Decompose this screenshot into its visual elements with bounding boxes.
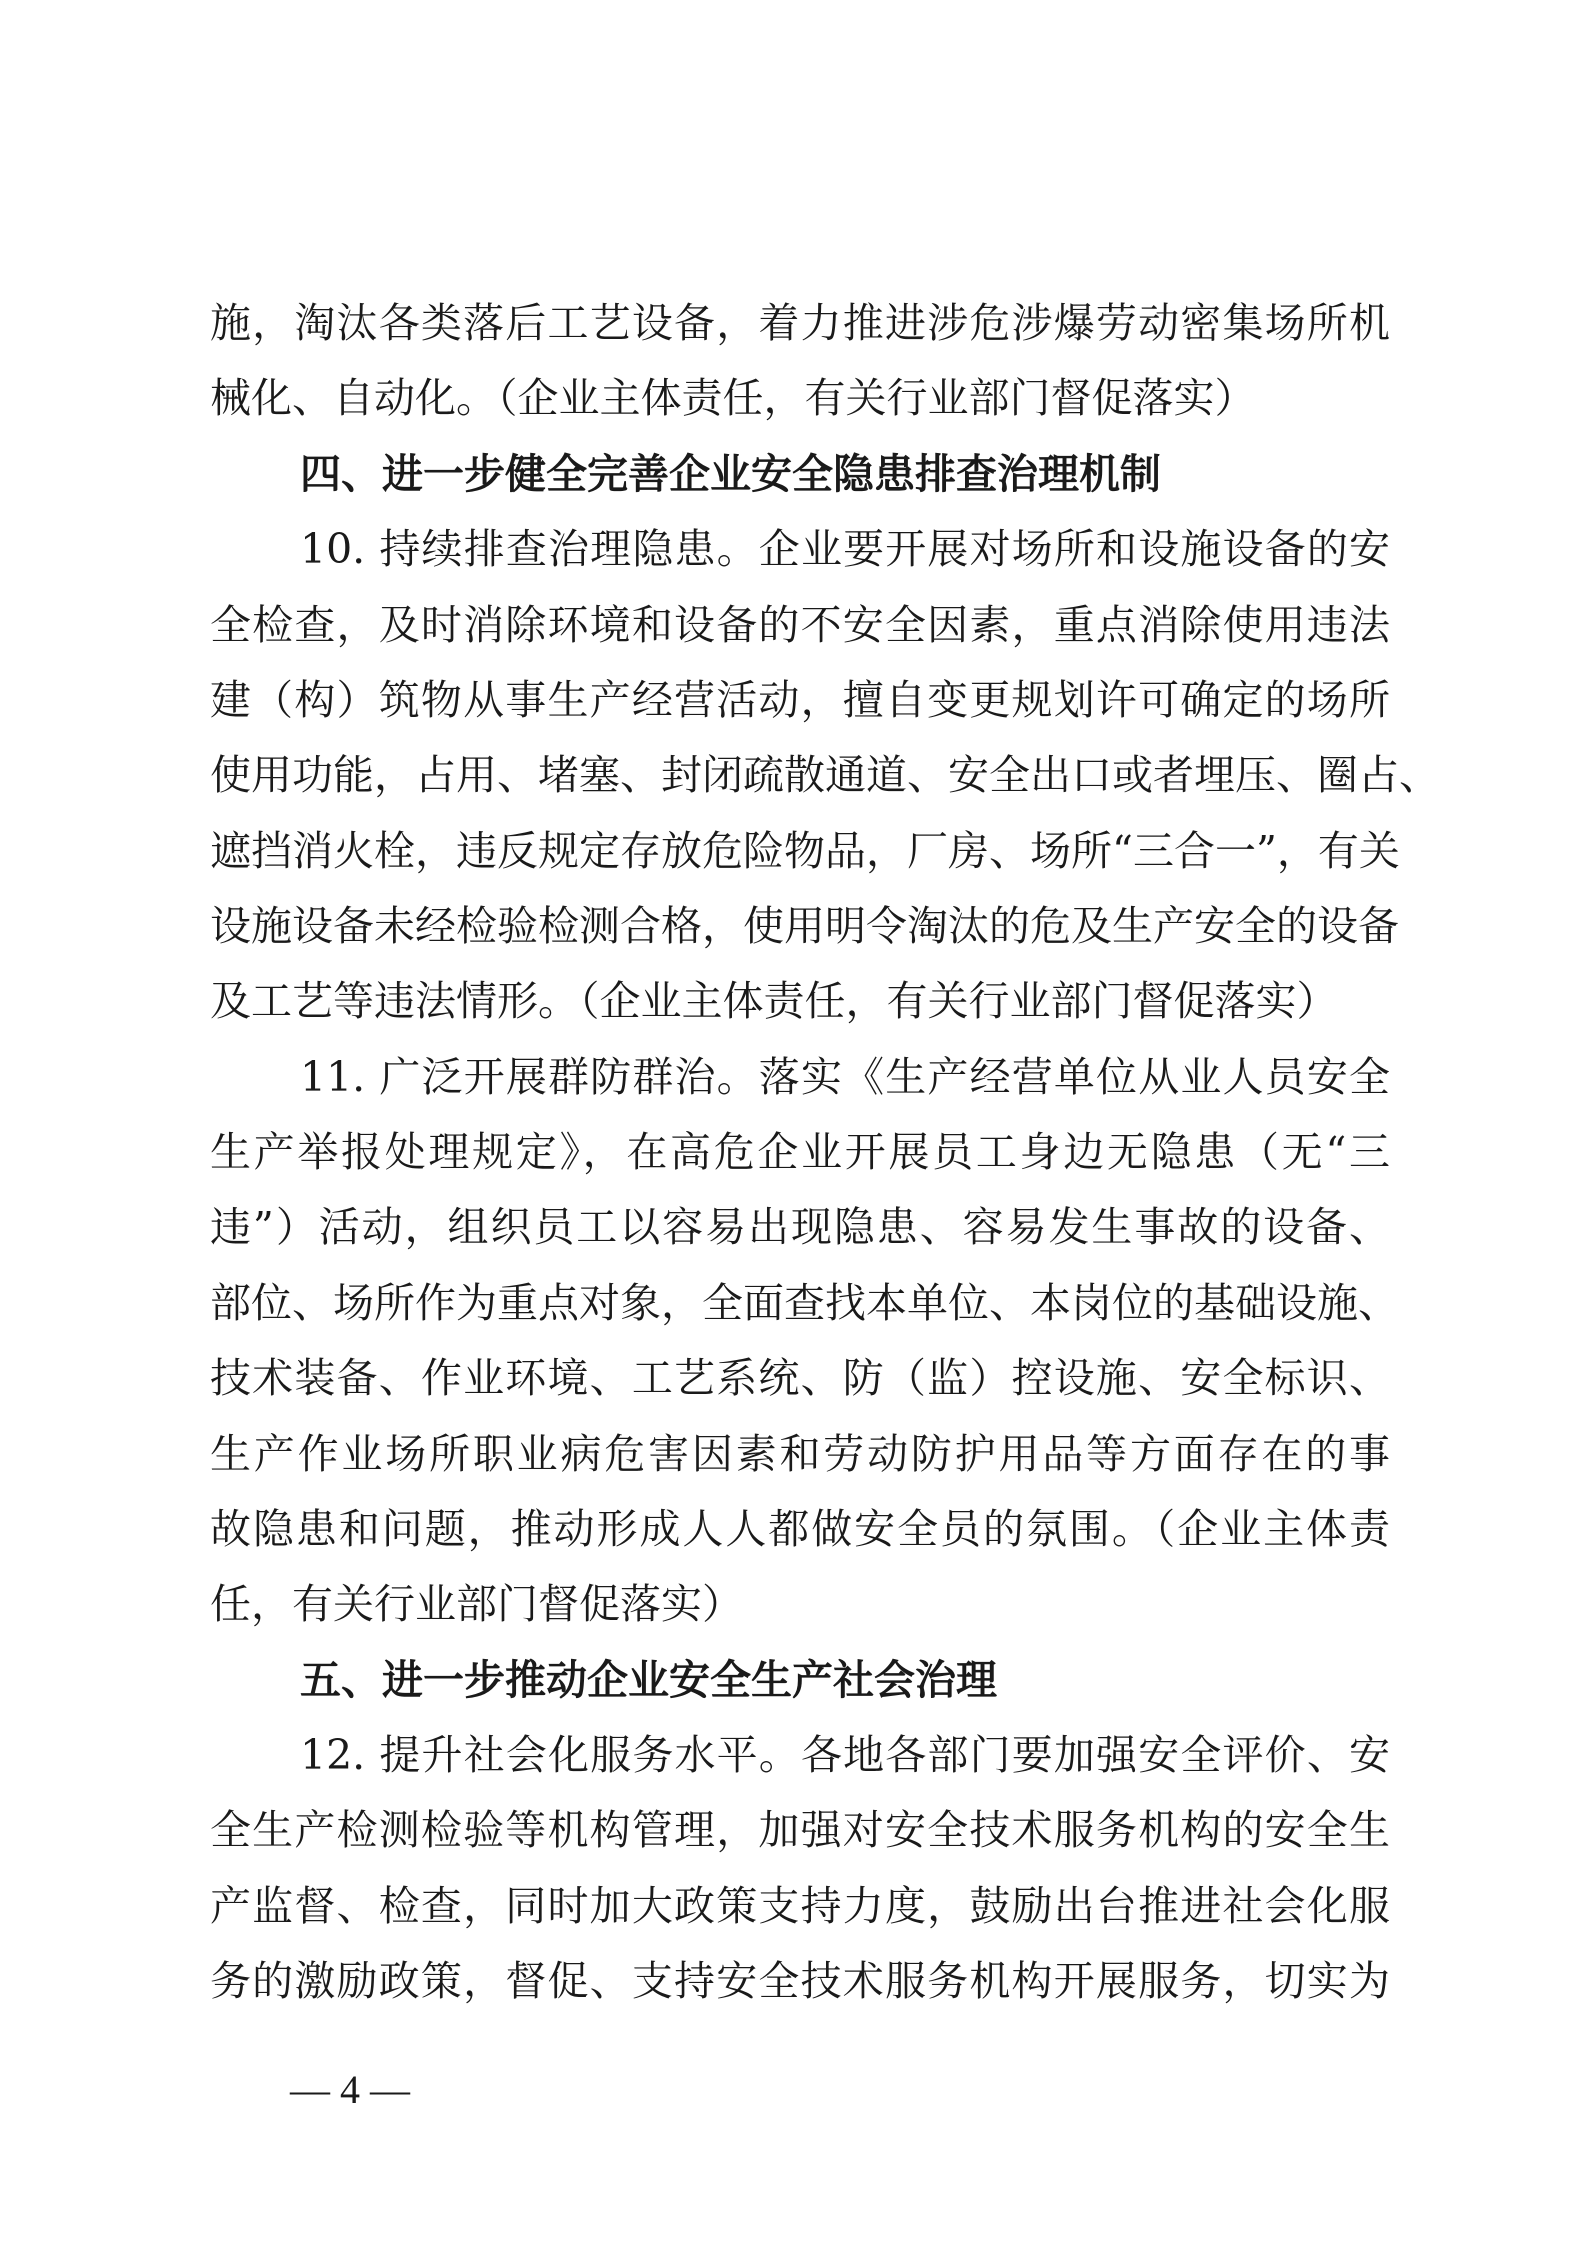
paragraph-10-line: 全检查，及时消除环境和设备的不安全因素，重点消除使用违法: [210, 601, 1390, 649]
section-heading-5: 五、进一步推动企业安全生产社会治理: [300, 1656, 997, 1704]
paragraph-11-line: 故隐患和问题，推动形成人人都做安全员的氛围。（企业主体责: [210, 1505, 1390, 1553]
paragraph-10-line: 使用功能，占用、堵塞、封闭疏散通道、安全出口或者埋压、圈占、: [210, 751, 1440, 799]
paragraph-1-line: 械化、自动化。（企业主体责任，有关行业部门督促落实）: [210, 374, 1256, 422]
paragraph-10-line: 及工艺等违法情形。（企业主体责任，有关行业部门督促落实）: [210, 977, 1338, 1025]
paragraph-12-line: 全生产检测检验等机构管理，加强对安全技术服务机构的安全生: [210, 1806, 1390, 1854]
paragraph-11-line: 任，有关行业部门督促落实）: [210, 1580, 743, 1628]
section-heading-4: 四、进一步健全完善企业安全隐患排查治理机制: [300, 450, 1161, 498]
paragraph-10-line: 遮挡消火栓，违反规定存放危险物品，厂房、场所“三合一”，有关: [210, 827, 1400, 875]
paragraph-12-line: 产监督、检查，同时加大政策支持力度，鼓励出台推进社会化服: [210, 1882, 1390, 1930]
paragraph-11-line: 违”）活动，组织员工以容易出现隐患、容易发生事故的设备、: [210, 1203, 1390, 1251]
paragraph-11-line: 部位、场所作为重点对象，全面查找本单位、本岗位的基础设施、: [210, 1279, 1399, 1327]
paragraph-11-line: 生产作业场所职业病危害因素和劳动防护用品等方面存在的事: [210, 1430, 1390, 1478]
paragraph-12-line: 务的激励政策，督促、支持安全技术服务机构开展服务，切实为: [210, 1957, 1390, 2005]
paragraph-11-line: 技术装备、作业环境、工艺系统、防（监）控设施、安全标识、: [210, 1354, 1390, 1402]
page-number: — 4 —: [290, 2067, 410, 2112]
paragraph-10-line: 设施设备未经检验检测合格，使用明令淘汰的危及生产安全的设备: [210, 902, 1399, 950]
paragraph-11-line: 生产举报处理规定》，在高危企业开展员工身边无隐患（无“三: [210, 1128, 1390, 1176]
paragraph-12-line: 12. 提升社会化服务水平。各地各部门要加强安全评价、安: [300, 1731, 1390, 1779]
paragraph-10-line: 建（构）筑物从事生产经营活动，擅自变更规划许可确定的场所: [210, 676, 1390, 724]
paragraph-1-line: 施，淘汰各类落后工艺设备，着力推进涉危涉爆劳动密集场所机: [210, 299, 1390, 347]
paragraph-11-line: 11. 广泛开展群防群治。落实《生产经营单位从业人员安全: [300, 1053, 1390, 1101]
paragraph-10-line: 10. 持续排查治理隐患。企业要开展对场所和设施设备的安: [300, 525, 1390, 573]
